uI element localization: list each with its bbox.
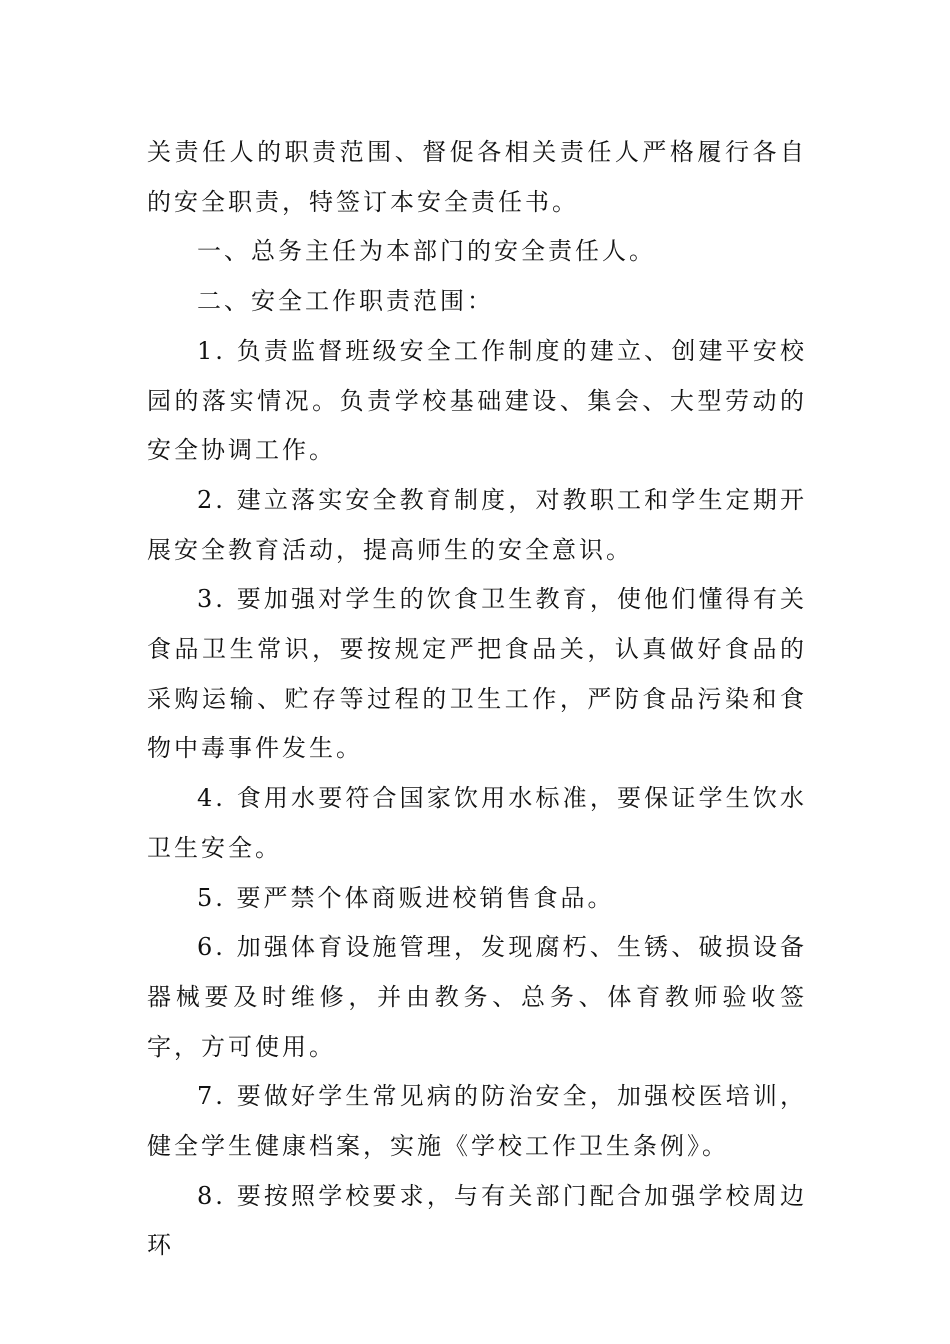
paragraph-duty-8: 8. 要按照学校要求，与有关部门配合加强学校周边环 (147, 1181, 807, 1260)
paragraph-duty-6: 6. 加强体育设施管理，发现腐朽、生锈、破损设备器械要及时维修，并由教务、总务、体育教师验收签字，方可使用。 (147, 933, 807, 1061)
paragraph-duty-3: 3. 要加强对学生的饮食卫生教育，使他们懂得有关食品卫生常识，要按规定严把食品关，认真做好食品的采购运输、贮存等过程的卫生工作，严防食品污染和食物中毒事件发生。 (147, 585, 807, 763)
paragraph-continuation: 关责任人的职责范围、督促各相关责任人严格履行各自的安全职责，特签订本安全责任书。 (147, 138, 807, 216)
paragraph-duty-1: 1. 负责监督班级安全工作制度的建立、创建平安校园的落实情况。负责学校基础建设、集会、大型劳动的安全协调工作。 (147, 336, 807, 465)
paragraph-item-2: 二、安全工作职责范围： (197, 287, 494, 316)
paragraph-duty-5: 5. 要严禁个体商贩进校销售食品。 (197, 883, 615, 912)
document-body (147, 128, 807, 1271)
paragraph-duty-4: 4. 食用水要符合国家饮用水标准，要保证学生饮水卫生安全。 (147, 784, 807, 862)
paragraph-item-1: 一、总务主任为本部门的安全责任人。 (197, 237, 656, 266)
paragraph-duty-2: 2. 建立落实安全教育制度，对教职工和学生定期开展安全教育活动，提高师生的安全意识。 (147, 485, 807, 564)
paragraph-duty-7: 7. 要做好学生常见病的防治安全，加强校医培训，健全学生健康档案，实施《学校工作卫生条例》。 (147, 1082, 807, 1161)
